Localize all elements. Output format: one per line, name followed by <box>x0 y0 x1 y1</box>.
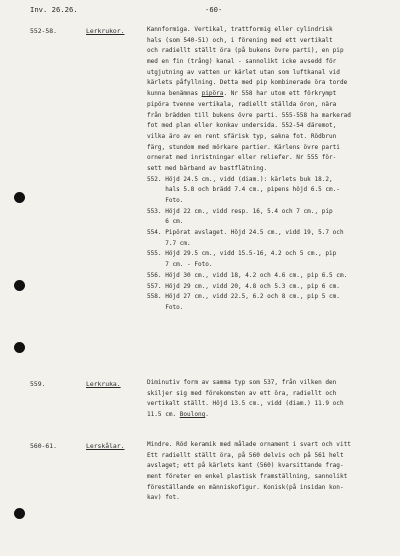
text-line <box>147 68 387 79</box>
text-segment: vertikalt ställt. Höjd 13.5 cm., vidd (diam.) 11.9 och <box>147 400 344 408</box>
text-line <box>147 25 387 36</box>
text-segment: utgjutning av vatten ur kärlet utan som luftkanal vid <box>147 68 340 76</box>
text-line <box>147 303 387 314</box>
text-line <box>147 185 387 196</box>
punch-hole <box>14 280 25 291</box>
text-segment: hals (som 540-51) och, i förening med ett vertikalt <box>147 36 333 44</box>
text-segment: Foto. <box>147 197 184 204</box>
text-segment: ornerat med inristningar eller reliefer. Nr 555 för- <box>147 154 337 162</box>
text-line <box>147 207 387 218</box>
text-line <box>147 493 387 504</box>
text-line <box>147 89 387 100</box>
text-line <box>147 239 387 250</box>
text-segment: och radiellt ställt öra (på bukens övre parti), en pip <box>147 47 344 55</box>
text-line <box>147 389 387 400</box>
entry-number: 559. <box>30 380 46 388</box>
text-line <box>147 78 387 89</box>
text-segment: 555. Höjd 29.5 cm., vidd 15.5-16, 4.2 och 5 cm., pip <box>147 250 337 258</box>
inventory-number: Inv. 26.26. <box>30 5 78 14</box>
text-segment: kunna benämnas <box>147 90 202 98</box>
text-segment: kav) fot. <box>147 494 180 502</box>
text-line <box>147 121 387 132</box>
text-segment: Foto. <box>147 303 184 311</box>
text-line <box>147 100 387 111</box>
entry-label: Lerkrukor. <box>86 27 125 35</box>
text-line <box>147 132 387 143</box>
text-line <box>147 217 387 228</box>
underlined-term: Boulong <box>179 411 206 419</box>
page-number: -60- <box>205 5 223 14</box>
text-line <box>147 378 387 389</box>
text-line <box>147 143 387 154</box>
text-segment: vilka äro av en rent sfärisk typ, sakna fot. Rödbrun <box>147 132 337 140</box>
text-line <box>147 440 387 451</box>
text-segment: Diminutiv form av samma typ som 537, från vilken den <box>147 379 337 386</box>
text-line <box>147 451 387 462</box>
text-segment: 553. Höjd 22 cm., vidd resp. 16, 5.4 och 7 cm., pip <box>147 207 333 215</box>
text-segment: . Nr 558 har utom ett förkrympt <box>223 90 337 98</box>
entry-text <box>147 25 387 314</box>
text-segment: 557. Höjd 29 cm., vidd 20, 4.8 och 5.3 cm., pip 6 cm. <box>147 282 340 290</box>
text-segment: 552. Höjd 24.5 cm., vidd (diam.): kärlets buk 18.2, <box>147 175 333 183</box>
punch-hole <box>14 508 25 519</box>
text-segment: 7.7 cm. <box>147 239 191 247</box>
text-segment: 558. Höjd 27 cm., vidd 22.5, 6.2 och 8 cm., pip 5 cm. <box>147 293 340 301</box>
text-line <box>147 292 387 303</box>
text-segment: föreställande en människofigur. Konisk(på insidan kon- <box>147 483 344 491</box>
text-segment: 556. Höjd 30 cm., vidd 18, 4.2 och 4.6 cm., pip 6.5 cm. <box>147 271 348 279</box>
text-line <box>147 196 387 207</box>
underlined-term: pipöra <box>201 90 224 98</box>
text-segment: från brädden till bukens övre parti. 555-558 ha markerad <box>147 111 351 119</box>
text-segment: pipöra tvenne vertikala, radiellt ställda öron, nära <box>147 100 337 108</box>
text-line <box>147 153 387 164</box>
text-segment: färg, stundom med mörkare partier. Kärlens övre parti <box>147 143 340 151</box>
entry-number: 552-58. <box>30 27 57 35</box>
text-segment: 11.5 cm. <box>147 411 180 419</box>
text-segment: avslaget; ett på kärlets kant (560) kvarsittande frag- <box>147 462 344 470</box>
text-segment: skiljer sig med förekomsten av ett öra, radiellt och <box>147 389 337 397</box>
text-segment: med en fin (trång) kanal - sannolikt icke avsedd för <box>147 58 337 66</box>
text-line <box>147 36 387 47</box>
text-line <box>147 410 387 421</box>
entry-number: 560-61. <box>30 442 57 450</box>
text-line <box>147 271 387 282</box>
text-segment: Ett radiellt ställt öra, på 560 delvis och på 561 helt <box>147 451 344 459</box>
text-segment: 6 cm. <box>147 218 184 226</box>
text-segment: ment företer en enkel plastisk framställning, sannolikt <box>147 473 348 481</box>
entry-text <box>147 440 387 504</box>
text-segment: sett med bärband av bastflätning. <box>147 164 268 172</box>
text-segment: 554. Pipörat avslaget. Höjd 24.5 cm., vidd 19, 5.7 och <box>147 229 344 237</box>
text-line <box>147 461 387 472</box>
text-line <box>147 282 387 293</box>
text-segment: . <box>205 411 209 419</box>
text-segment: kärlets påfyllning. Detta med pip kombinerade öra torde <box>147 79 348 87</box>
text-segment: fot med plan eller konkav undersida. 552-54 däremot, <box>147 122 337 130</box>
punch-hole <box>14 342 25 353</box>
text-line <box>147 472 387 483</box>
text-segment: 7 cm. - Foto. <box>147 261 213 269</box>
text-line <box>147 175 387 186</box>
text-line <box>147 399 387 410</box>
text-line <box>147 249 387 260</box>
entry-label: Lerskålar. <box>86 442 125 450</box>
text-segment: hals 5.8 och brädd 7.4 cm., pipens höjd 6.5 cm.- <box>147 186 340 194</box>
text-line <box>147 164 387 175</box>
entry-text <box>147 378 387 421</box>
text-segment: Mindre. Röd keramik med målade ornament i svart och vitt <box>147 441 351 448</box>
text-line <box>147 46 387 57</box>
text-line <box>147 57 387 68</box>
text-line <box>147 260 387 271</box>
text-line <box>147 483 387 494</box>
punch-hole <box>14 192 25 203</box>
entry-label: Lerkruka. <box>86 380 121 388</box>
text-line <box>147 111 387 122</box>
text-line <box>147 228 387 239</box>
text-segment: Kannformiga. Vertikal, trattformig eller cylindrisk <box>147 26 333 33</box>
